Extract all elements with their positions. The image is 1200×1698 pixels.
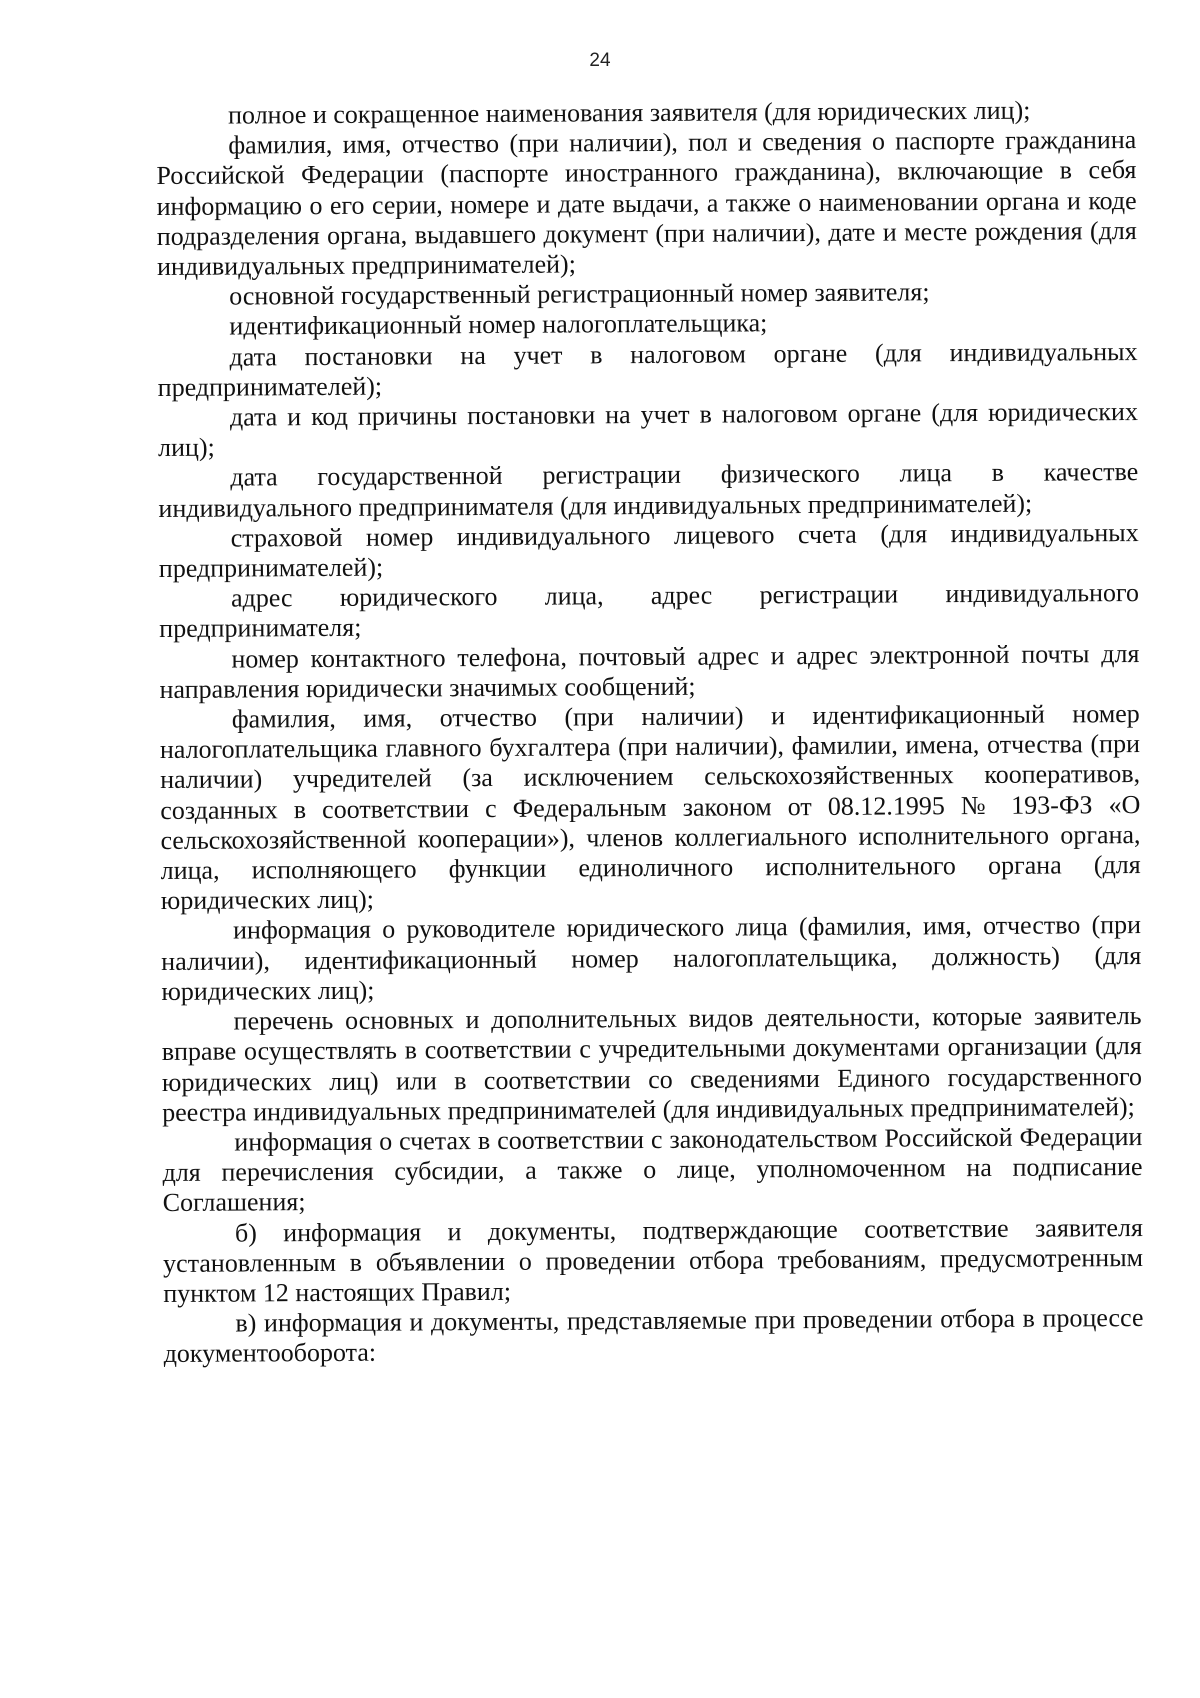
paragraph-ogrn: основной государственный регистрационный номер заявителя; [229,277,930,311]
paragraph-tax-registration-date: дата постановки на учет в налоговом органе (для индивидуальных предпринимателей); [157,336,1138,402]
paragraph-activities: перечень основных и дополнительных видов деятельности, которые заявитель вправе осуществлять в соответствии с учредительными документами организации (для юридических лиц) или в соответствии со сведениями Единого государственного реестра индивидуальных предпринимателей (для индивидуальных предпринимателей); [161,1001,1143,1127]
page-number: 24 [589,50,611,71]
paragraph-passport-info: фамилия, имя, отчество (при наличии), пол и сведения о паспорте гражданина Российской Федерации (паспорте иностранного гражданина), включающие в себя информацию о его серии, номере и дате выдачи, а также о наименовании органа и коде подразделения органа, выдавшего документ (при наличии), дате и месте рождения (для индивидуальных предпринимателей); [156,125,1137,282]
paragraph-item-v: в) информация и документы, представляемые при проведении отбора в процессе документооборота: [163,1303,1144,1369]
paragraph-accountant-founders: фамилия, имя, отчество (при наличии) и идентификационный номер налогоплательщика главного бухгалтера (при наличии), фамилии, имена, отчества (при наличии) учредителей (за исключением сельскохозяйственных кооперативов, созданных в соответствии с Федеральным законом от 08.12.1995 № 193-ФЗ «О сельскохозяйственной кооперации»), членов коллегиального исполнительного органа, лица, исполняющего функции единоличного исполнительного органа (для юридических лиц); [159,699,1141,916]
paragraph-item-b: б) информация и документы, подтверждающие соответствие заявителя установленным в объявлении о проведении отбора требованиям, предусмотренным пунктом 12 настоящих Правил; [163,1212,1144,1308]
paragraph-address: адрес юридического лица, адрес регистрации индивидуального предпринимателя; [159,578,1140,644]
paragraph-contacts: номер контактного телефона, почтовый адрес и адрес электронной почты для направления юридически значимых сообщений; [159,638,1140,704]
paragraph-kpp: дата и код причины постановки на учет в налоговом органе (для юридических лиц); [158,397,1139,463]
paragraph-applicant-name: полное и сокращенное наименования заявителя (для юридических лиц); [227,95,1031,130]
paragraph-bank-accounts: информация о счетах в соответствии с законодательством Российской Федерации для перечисления субсидии, а также о лице, уполномоченном на подписание Соглашения; [162,1121,1143,1218]
paragraph-snils: страховой номер индивидуального лицевого счета (для индивидуальных предпринимателей); [158,517,1139,584]
paragraph-state-registration-date: дата государственной регистрации физического лица в качестве индивидуального предпринимателя (для индивидуальных предпринимателей); [158,457,1139,523]
document-body [156,95,1144,1369]
paragraph-inn: идентификационный номер налогоплательщика; [229,308,768,341]
paragraph-director-info: информация о руководителе юридического лица (фамилия, имя, отчество (при наличии), идентификационный номер налогоплательщика, должность) (для юридических лиц); [161,910,1142,1006]
